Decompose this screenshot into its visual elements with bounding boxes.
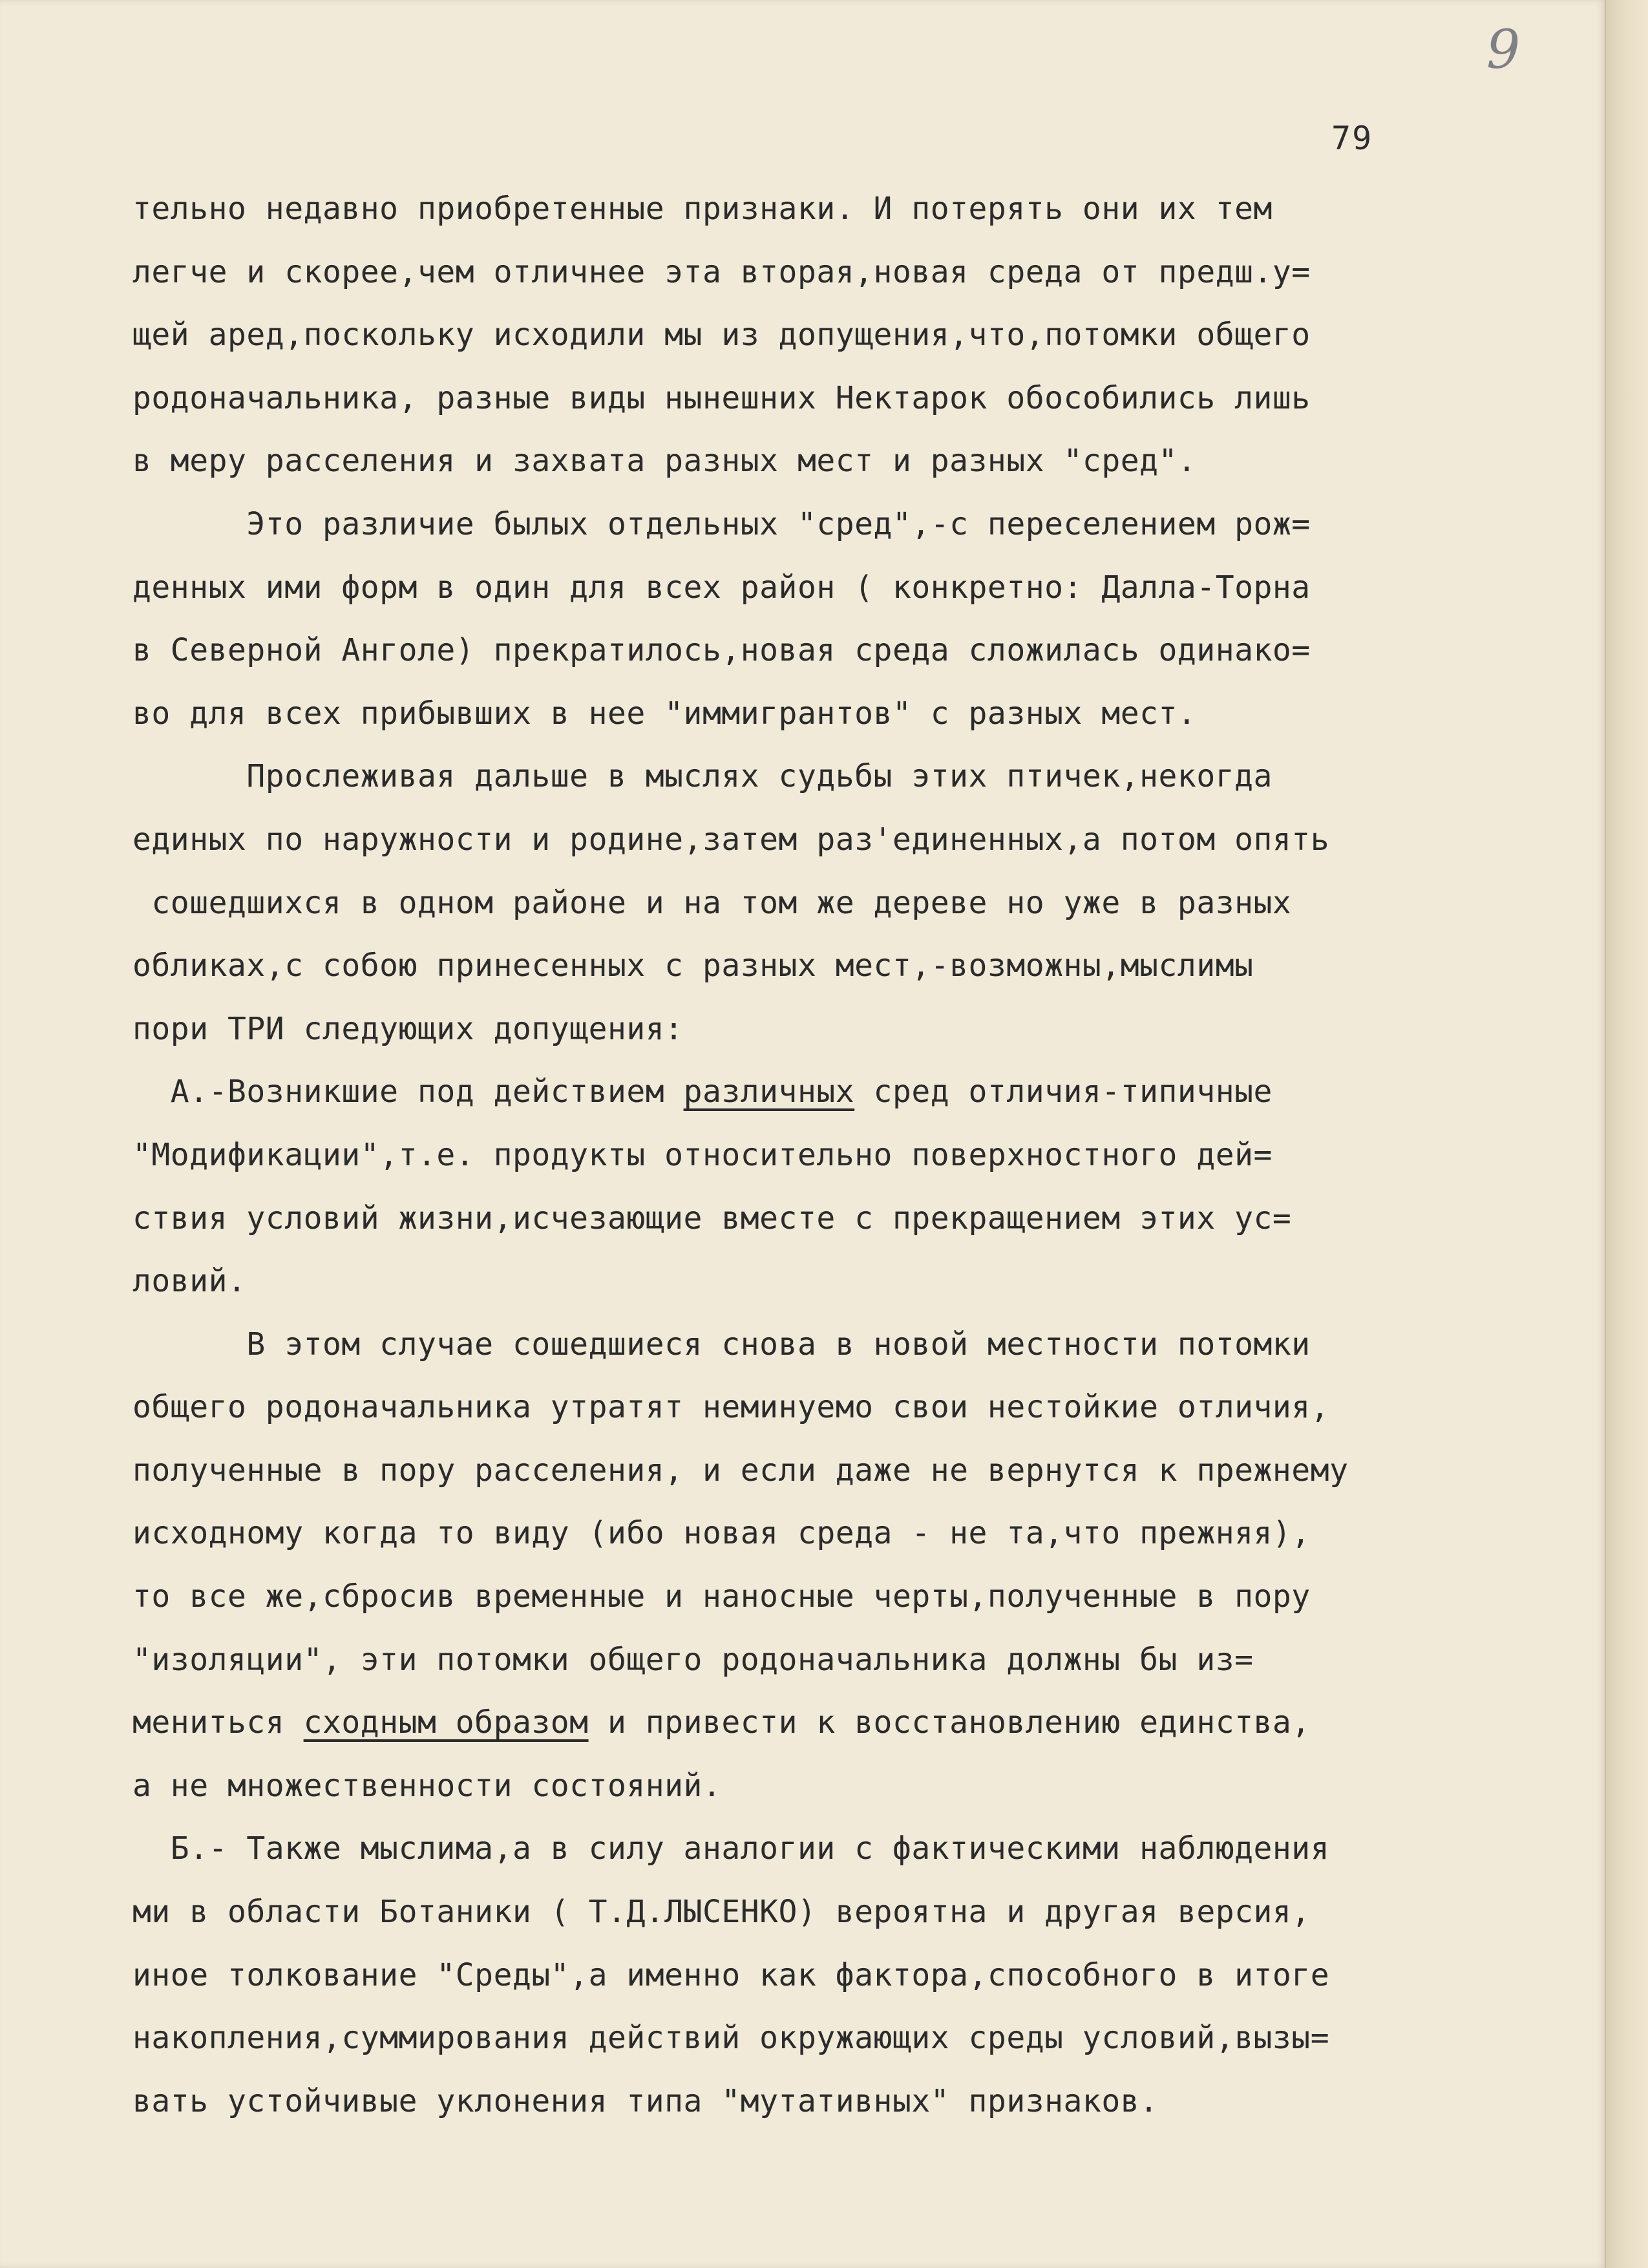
underlined-word: различных: [683, 1074, 855, 1110]
text-line: В этом случае сошедшиеся снова в новой местности потомки: [132, 1326, 1311, 1362]
typed-text-body: [132, 178, 1561, 2133]
text-line: тельно недавно приобретенные признаки. И потерять они их тем: [132, 191, 1273, 227]
text-line: ловий.: [132, 1263, 247, 1300]
text-line: щей аред,поскольку исходили мы из допущения,что,потомки общего: [132, 317, 1311, 354]
text-line: обликах,с собою принесенных с разных мест,-возможны,мыслимы: [132, 948, 1254, 984]
text-line: накопления,суммирования действий окружающих среды условий,вызы=: [132, 2020, 1330, 2057]
text-line-with-underline: [132, 1691, 1561, 1755]
text-line: денных ими форм в один для всех район ( конкретно: Далла-Торна: [132, 569, 1311, 606]
text-line: в меру расселения и захвата разных мест и разных "сред".: [132, 443, 1197, 480]
text-segment: и привести к восстановлению единства,: [588, 1704, 1311, 1741]
text-line: а не множественности состояний.: [132, 1767, 722, 1804]
text-line: в Северной Анголе) прекратилось,новая среда сложилась одинако=: [132, 632, 1311, 669]
text-segment: мениться: [132, 1704, 304, 1741]
text-line: родоначальника, разные виды нынешних Нектарок обособились лишь: [132, 379, 1311, 416]
underlined-phrase: сходным образом: [303, 1704, 589, 1741]
text-line: Прослеживая дальше в мыслях судьбы этих птичек,некогда: [132, 758, 1273, 795]
text-segment: сред отличия-типичные: [854, 1074, 1273, 1110]
text-line: то все же,сбросив временные и наносные черты,полученные в пору: [132, 1578, 1311, 1615]
page-edge: [1605, 0, 1648, 2268]
text-line: "Модификации",т.е. продукты относительно поверхностного дей=: [132, 1136, 1273, 1173]
text-line: Б.- Также мыслима,а в силу аналогии с фактическими наблюдения: [132, 1830, 1330, 1867]
text-line: ми в области Ботаники ( Т.Д.ЛЫСЕНКО) вероятна и другая версия,: [132, 1894, 1311, 1931]
text-line-with-underline: [132, 1061, 1561, 1124]
text-line: вать устойчивые уклонения типа "мутативных" признаков.: [132, 2083, 1159, 2119]
text-line: ствия условий жизни,исчезающие вместе с прекращением этих ус=: [132, 1200, 1292, 1236]
text-segment: А.-Возникшие под действием: [132, 1074, 684, 1110]
text-line: сошедшихся в одном районе и на том же дереве но уже в разных: [132, 884, 1292, 921]
text-line: пори ТРИ следующих допущения:: [132, 1010, 684, 1047]
page-number: 79: [1331, 120, 1373, 157]
text-line: общего родоначальника утратят неминуемо свои нестойкие отличия,: [132, 1389, 1330, 1426]
text-line: иное толкование "Среды",а именно как фактора,способного в итоге: [132, 1956, 1330, 1993]
text-line: "изоляции", эти потомки общего родоначальника должны бы из=: [132, 1641, 1254, 1678]
text-line: Это различие былых отдельных "сред",-с переселением рож=: [132, 505, 1311, 542]
folio-mark: 9: [1486, 19, 1521, 81]
text-line: легче и скорее,чем отличнее эта вторая,новая среда от предш.у=: [132, 253, 1311, 290]
text-line: во для всех прибывших в нее "иммигрантов" с разных мест.: [132, 695, 1197, 732]
text-line: исходному когда то виду (ибо новая среда - не та,что прежняя),: [132, 1515, 1311, 1552]
text-line: полученные в пору расселения, и если даже не вернутся к прежнему: [132, 1452, 1349, 1489]
text-line: единых по наружности и родине,затем раз'единенных,а потом опять: [132, 821, 1330, 858]
